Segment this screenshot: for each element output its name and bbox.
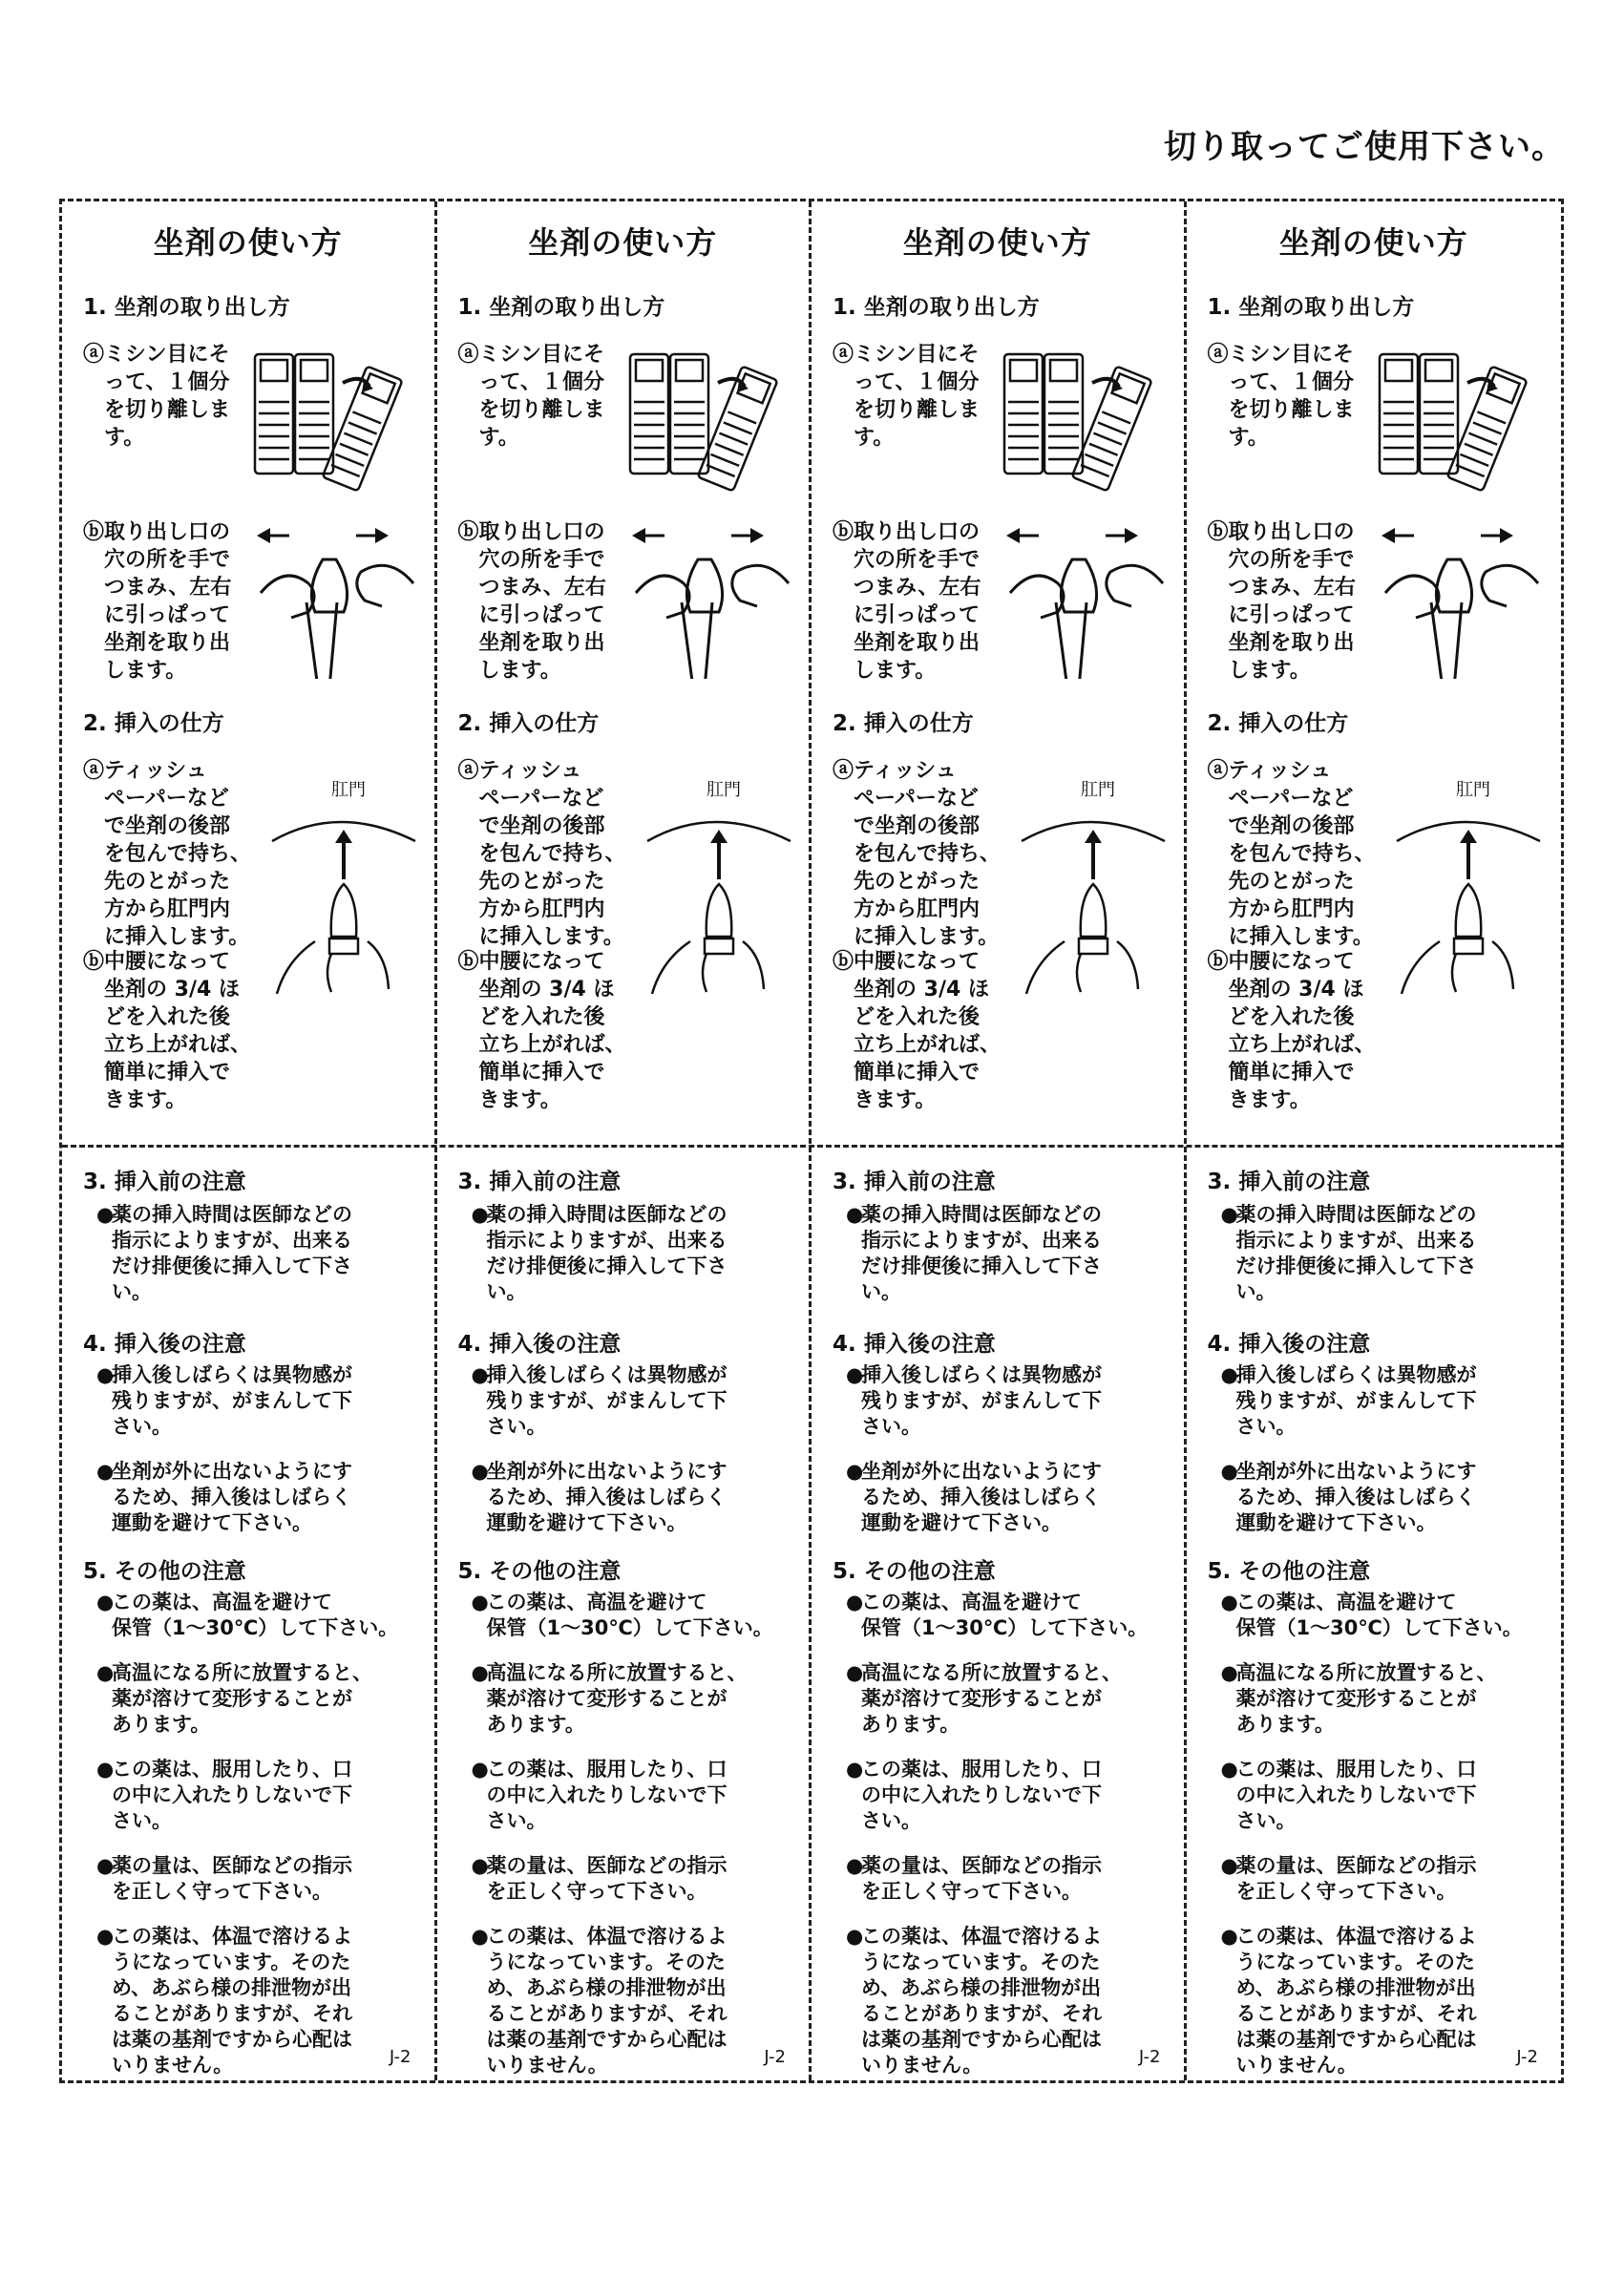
bullet-item: ● 薬の挿入時間は医師などの 指示によりますが、出来る だけ排便後に挿入して下さ い。 [1220,1203,1477,1303]
bullet-item: ● 挿入後しばらくは異物感が 残りますが、がまんして下 さい。 [96,1363,352,1438]
section-5-title: 5. その他の注意 [1207,1559,1371,1584]
instruction-card [62,201,437,2080]
section-5-list [458,1590,794,2098]
bullet-item: ● 坐剤が外に出ないようにす るため、挿入後はしばらく 運動を避けて下さい。 [471,1460,728,1534]
opening-suppository-illustration [626,517,798,679]
section-4-title: 4. 挿入後の注意 [457,1332,622,1357]
anus-label: 肛門 [331,780,366,800]
instruction-card [437,201,812,2080]
bullet-icon: ● [96,1854,115,1877]
bullet-icon: ● [471,1363,489,1386]
document-code: J-2 [389,2047,411,2067]
document-code: J-2 [1138,2047,1161,2067]
section-5-title: 5. その他の注意 [457,1559,622,1584]
step-2b-text: ⓑ中腰になって 坐剤の 3/4 ほ どを入れた後 立ち上がれば、 簡単に挿入で きます。 [833,950,1002,1112]
insertion-illustration [1387,774,1550,994]
step-2b-text: ⓑ中腰になって 坐剤の 3/4 ほ どを入れた後 立ち上がれば、 簡単に挿入で きます。 [457,950,626,1112]
bullet-item: ● 坐剤が外に出ないようにす るため、挿入後はしばらく 運動を避けて下さい。 [846,1460,1102,1534]
step-1a-text: ⓐミシン目にそ って、１個分 を切り離しま す。 [457,343,605,450]
bullet-item: ● この薬は、服用したり、口 の中に入れたりしないで下 さい。 [1220,1758,1477,1832]
bullet-icon: ● [471,1758,489,1781]
section-4-list [833,1362,1169,1555]
bullet-item: ● 薬の量は、医師などの指示 を正しく守って下さい。 [96,1854,352,1903]
bullet-icon: ● [1220,1363,1238,1386]
bullet-item: ● 高温になる所に放置すると、 薬が溶けて変形することが あります。 [1220,1661,1497,1736]
step-1b-text: ⓑ取り出し口の 穴の所を手で つまみ、左右 に引っぱって 坐剤を取り出 します。 [1207,520,1356,683]
section-4-title: 4. 挿入後の注意 [833,1332,996,1357]
bullet-item: ● この薬は、体温で溶けるよ うになっています。そのた め、あぶら様の排泄物が出 ることがありますが、それ は薬の基剤ですから心配は いりません。 [471,1925,728,2077]
bullet-item: ● この薬は、体温で溶けるよ うになっています。そのた め、あぶら様の排泄物が出 ることがありますが、それ は薬の基剤ですから心配は いりません。 [96,1925,352,2077]
document-code: J-2 [764,2047,786,2067]
step-1b-text: ⓑ取り出し口の 穴の所を手で つまみ、左右 に引っぱって 坐剤を取り出 します。 [833,520,981,683]
suppository-strip-illustration [1001,345,1172,497]
section-3-title: 3. 挿入前の注意 [1207,1170,1371,1194]
step-2a-text: ⓐティッシュ ペーパーなど で坐剤の後部 を包んで持ち、 先のとがった 方から肛門内 に挿入します。 [833,759,1002,949]
bullet-icon: ● [96,1591,115,1614]
cut-instruction: 切り取ってご使用下さい。 [1164,128,1565,166]
section-1-title: 1. 坐剤の取り出し方 [83,295,290,320]
opening-suppository-illustration [1001,517,1172,679]
bullet-icon: ● [1220,1758,1238,1781]
bullet-item: ● この薬は、服用したり、口 の中に入れたりしないで下 さい。 [96,1758,352,1832]
section-4-list [83,1362,419,1555]
bullet-icon: ● [471,1925,489,1948]
bullet-item: ● 坐剤が外に出ないようにす るため、挿入後はしばらく 運動を避けて下さい。 [1220,1460,1477,1534]
bullet-item: ● 高温になる所に放置すると、 薬が溶けて変形することが あります。 [471,1661,748,1736]
bullet-item: ● この薬は、高温を避けて 保管（1～30℃）して下さい。 [846,1591,1149,1639]
step-1a-text: ⓐミシン目にそ って、１個分 を切り離しま す。 [83,343,231,450]
bullet-icon: ● [1220,1591,1238,1614]
bullet-item: ● この薬は、服用したり、口 の中に入れたりしないで下 さい。 [471,1758,728,1832]
opening-suppository-illustration [251,517,423,679]
section-4-title: 4. 挿入後の注意 [1207,1332,1371,1357]
card-title: 坐剤の使い方 [902,224,1092,261]
section-3-title: 3. 挿入前の注意 [457,1170,622,1194]
step-1a-text: ⓐミシン目にそ って、１個分 を切り離しま す。 [1207,343,1355,450]
bullet-item: ● 高温になる所に放置すると、 薬が溶けて変形することが あります。 [96,1661,372,1736]
bullet-item: ● 薬の量は、医師などの指示 を正しく守って下さい。 [1220,1854,1477,1903]
leaflet-sheet [59,199,1564,2083]
step-1b-text: ⓑ取り出し口の 穴の所を手で つまみ、左右 に引っぱって 坐剤を取り出 します。 [457,520,606,683]
bullet-item: ● 高温になる所に放置すると、 薬が溶けて変形することが あります。 [846,1661,1122,1736]
suppository-strip-illustration [626,345,798,497]
bullet-item: ● この薬は、高温を避けて 保管（1～30℃）して下さい。 [471,1591,773,1639]
bullet-item: ● 薬の量は、医師などの指示 を正しく守って下さい。 [471,1854,728,1903]
bullet-item: ● 挿入後しばらくは異物感が 残りますが、がまんして下 さい。 [1220,1363,1477,1438]
section-5-list [83,1590,419,2098]
step-1a-text: ⓐミシン目にそ って、１個分 を切り離しま す。 [833,343,981,450]
step-2b-text: ⓑ中腰になって 坐剤の 3/4 ほ どを入れた後 立ち上がれば、 簡単に挿入で きます。 [1207,950,1376,1112]
opening-suppository-illustration [1376,517,1548,679]
bullet-item: ● 薬の挿入時間は医師などの 指示によりますが、出来る だけ排便後に挿入して下さ い。 [471,1203,728,1303]
bullet-icon: ● [1220,1925,1238,1948]
bullet-item: ● この薬は、高温を避けて 保管（1～30℃）して下さい。 [96,1591,399,1639]
section-1-title: 1. 坐剤の取り出し方 [1207,295,1415,320]
bullet-icon: ● [96,1363,115,1386]
bullet-item: ● 薬の挿入時間は医師などの 指示によりますが、出来る だけ排便後に挿入して下さ い。 [846,1203,1102,1303]
bullet-item: ● 坐剤が外に出ないようにす るため、挿入後はしばらく 運動を避けて下さい。 [96,1460,352,1534]
bullet-item: ● この薬は、服用したり、口 の中に入れたりしないで下 さい。 [846,1758,1102,1832]
instruction-card [1187,201,1562,2080]
document-code: J-2 [1516,2047,1538,2067]
bullet-item: ● この薬は、高温を避けて 保管（1～30℃）して下さい。 [1220,1591,1523,1639]
section-1-title: 1. 坐剤の取り出し方 [457,295,665,320]
bullet-icon: ● [846,1363,864,1386]
section-3-list [83,1202,419,1324]
section-3-list [458,1202,794,1324]
section-5-list [1208,1590,1547,2098]
bullet-icon: ● [846,1591,864,1614]
bullet-icon: ● [96,1925,115,1948]
section-5-title: 5. その他の注意 [83,1559,246,1584]
bullet-icon: ● [471,1661,489,1684]
bullet-icon: ● [1220,1854,1238,1877]
section-2-title: 2. 挿入の仕方 [83,711,224,736]
card-title: 坐剤の使い方 [1278,224,1468,261]
step-2a-text: ⓐティッシュ ペーパーなど で坐剤の後部 を包んで持ち、 先のとがった 方から肛門内 に挿入します。 [83,759,252,949]
section-2-title: 2. 挿入の仕方 [457,711,600,736]
section-5-title: 5. その他の注意 [833,1559,996,1584]
anus-label: 肛門 [1081,780,1115,800]
bullet-icon: ● [846,1460,864,1483]
section-3-list [1208,1202,1547,1324]
bullet-icon: ● [96,1661,115,1684]
suppository-strip-illustration [1376,345,1548,497]
section-2-title: 2. 挿入の仕方 [833,711,974,736]
section-1-title: 1. 坐剤の取り出し方 [833,295,1040,320]
step-2a-text: ⓐティッシュ ペーパーなど で坐剤の後部 を包んで持ち、 先のとがった 方から肛門内 に挿入します。 [1207,759,1376,949]
bullet-item: ● 挿入後しばらくは異物感が 残りますが、がまんして下 さい。 [471,1363,728,1438]
bullet-icon: ● [846,1925,864,1948]
card-title: 坐剤の使い方 [153,224,343,261]
bullet-icon: ● [1220,1661,1238,1684]
bullet-icon: ● [846,1661,864,1684]
bullet-item: ● 薬の量は、医師などの指示 を正しく守って下さい。 [846,1854,1102,1903]
section-3-list [833,1202,1169,1324]
bullet-icon: ● [471,1854,489,1877]
bullet-icon: ● [471,1460,489,1483]
suppository-strip-illustration [251,345,423,497]
insertion-illustration [638,774,800,994]
bullet-item: ● 挿入後しばらくは異物感が 残りますが、がまんして下 さい。 [846,1363,1102,1438]
section-2-title: 2. 挿入の仕方 [1207,711,1349,736]
bullet-item: ● 薬の挿入時間は医師などの 指示によりますが、出来る だけ排便後に挿入して下さ い。 [96,1203,352,1303]
bullet-item: ● この薬は、体温で溶けるよ うになっています。そのた め、あぶら様の排泄物が出 ることがありますが、それ は薬の基剤ですから心配は いりません。 [1220,1925,1477,2077]
bullet-icon: ● [96,1203,115,1226]
anus-label: 肛門 [706,780,741,800]
bullet-icon: ● [846,1854,864,1877]
card-title: 坐剤の使い方 [528,224,718,261]
instruction-card [812,201,1187,2080]
section-4-list [1208,1362,1547,1555]
insertion-illustration [263,774,425,994]
bullet-icon: ● [96,1758,115,1781]
section-4-list [458,1362,794,1555]
section-5-list [833,1590,1169,2098]
bullet-icon: ● [846,1203,864,1226]
insertion-illustration [1012,774,1174,994]
section-4-title: 4. 挿入後の注意 [83,1332,246,1357]
bullet-icon: ● [1220,1203,1238,1226]
bullet-item: ● この薬は、体温で溶けるよ うになっています。そのた め、あぶら様の排泄物が出 ることがありますが、それ は薬の基剤ですから心配は いりません。 [846,1925,1102,2077]
bullet-icon: ● [471,1203,489,1226]
anus-label: 肛門 [1455,780,1490,800]
bullet-icon: ● [96,1460,115,1483]
step-2b-text: ⓑ中腰になって 坐剤の 3/4 ほ どを入れた後 立ち上がれば、 簡単に挿入で きます。 [83,950,252,1112]
bullet-icon: ● [1220,1460,1238,1483]
section-3-title: 3. 挿入前の注意 [83,1170,246,1194]
step-1b-text: ⓑ取り出し口の 穴の所を手で つまみ、左右 に引っぱって 坐剤を取り出 します。 [83,520,232,683]
bullet-icon: ● [846,1758,864,1781]
bullet-icon: ● [471,1591,489,1614]
step-2a-text: ⓐティッシュ ペーパーなど で坐剤の後部 を包んで持ち、 先のとがった 方から肛門内 に挿入します。 [457,759,626,949]
section-3-title: 3. 挿入前の注意 [833,1170,996,1194]
